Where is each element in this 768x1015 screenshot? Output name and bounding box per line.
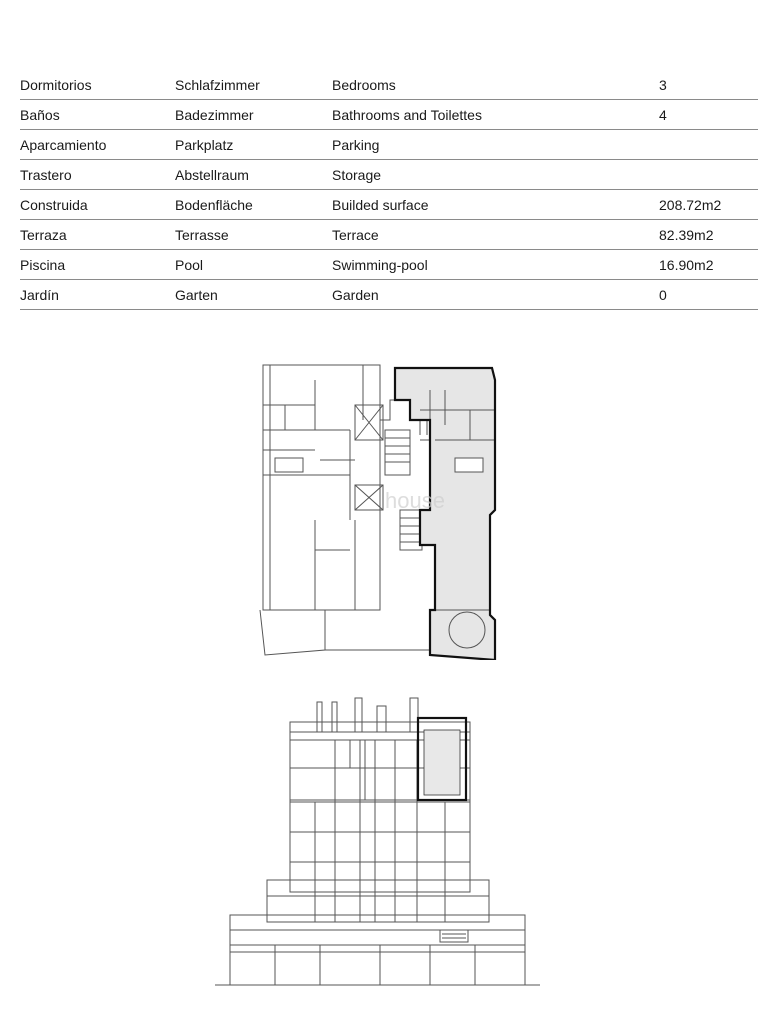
spec-value: 208.72m2 bbox=[659, 196, 722, 213]
floor-plan bbox=[255, 360, 510, 660]
label-english: Bathrooms and Toilettes bbox=[332, 106, 482, 123]
watermark-text: house bbox=[385, 488, 445, 513]
spec-row-bathrooms bbox=[20, 100, 758, 130]
label-german: Abstellraum bbox=[175, 166, 249, 183]
label-english: Builded surface bbox=[332, 196, 429, 213]
spec-row-garden bbox=[20, 280, 758, 310]
spec-row-storage bbox=[20, 160, 758, 190]
spec-row-parking bbox=[20, 130, 758, 160]
label-german: Parkplatz bbox=[175, 136, 234, 153]
label-spanish: Terraza bbox=[20, 226, 67, 243]
label-english: Terrace bbox=[332, 226, 379, 243]
spec-value: 16.90m2 bbox=[659, 256, 714, 273]
spec-value: 4 bbox=[659, 106, 667, 123]
label-english: Parking bbox=[332, 136, 380, 153]
specification-table bbox=[20, 70, 758, 310]
label-spanish: Piscina bbox=[20, 256, 66, 273]
spec-value: 3 bbox=[659, 76, 667, 93]
label-german: Terrasse bbox=[175, 226, 229, 243]
label-german: Badezimmer bbox=[175, 106, 254, 123]
spec-row-swimming-pool bbox=[20, 250, 758, 280]
label-german: Pool bbox=[175, 256, 204, 273]
floor-plan-drawing bbox=[255, 360, 510, 660]
label-spanish: Jardín bbox=[20, 286, 59, 303]
label-english: Bedrooms bbox=[332, 76, 396, 93]
building-elevation-drawing bbox=[205, 690, 550, 990]
spec-row-builded-surface bbox=[20, 190, 758, 220]
spec-row-terrace bbox=[20, 220, 758, 250]
spec-value: 82.39m2 bbox=[659, 226, 714, 243]
label-german: Schlafzimmer bbox=[175, 76, 260, 93]
label-spanish: Trastero bbox=[20, 166, 72, 183]
label-spanish: Aparcamiento bbox=[20, 136, 107, 153]
label-spanish: Baños bbox=[20, 106, 60, 123]
label-german: Bodenfläche bbox=[175, 196, 253, 213]
label-english: Storage bbox=[332, 166, 382, 183]
label-german: Garten bbox=[175, 286, 218, 303]
spec-row-bedrooms bbox=[20, 70, 758, 100]
label-english: Garden bbox=[332, 286, 379, 303]
building-elevation bbox=[205, 690, 550, 990]
spec-value: 0 bbox=[659, 286, 667, 303]
label-spanish: Dormitorios bbox=[20, 76, 92, 93]
label-english: Swimming-pool bbox=[332, 256, 428, 273]
label-spanish: Construida bbox=[20, 196, 88, 213]
